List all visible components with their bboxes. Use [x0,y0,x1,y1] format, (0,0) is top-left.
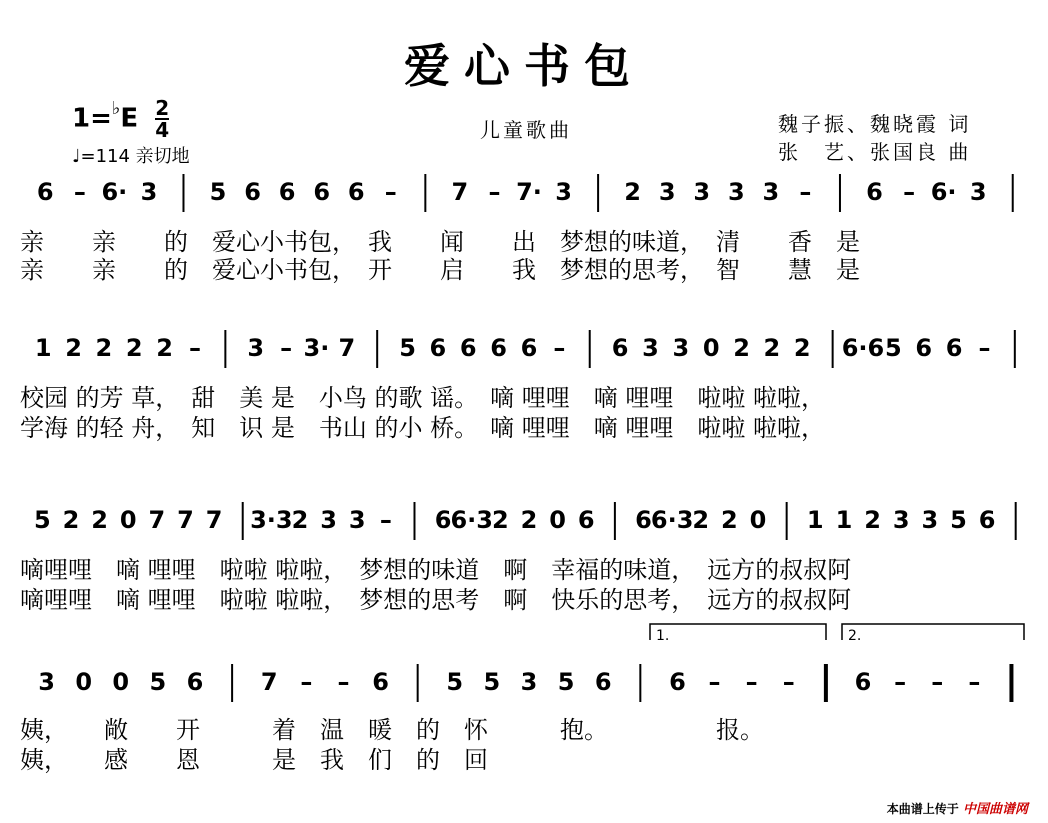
score-note: 6 [490,334,507,362]
upload-credit-text: 本曲谱上传于 [886,802,959,816]
volta-label: 1. [656,628,670,644]
score-note: 7 [177,506,194,534]
score-note: 6 [36,178,54,206]
score-note: 2 [125,334,143,362]
lyric-line-4-verse-1: 姨， 敞 开 着 温 暖 的 怀 抱。 报。 [20,716,764,744]
score-note: 5 [209,178,227,206]
score-note: 0 [112,668,130,696]
score-note: 7 [148,506,166,534]
score-note: – [894,668,907,696]
score-note: 0 [549,506,566,534]
score-note: 6 [915,334,933,362]
score-note: 6 [313,178,331,206]
score-note: 2 [692,506,710,534]
lyric-line-3-verse-2: 嘀哩哩 嘀 哩哩 啦啦 啦啦， 梦想的思考 啊 快乐的思考， 远方的叔叔阿 [20,586,852,614]
score-note: 3 [762,178,780,206]
lyric-line-4-verse-2: 姨， 感 恩 是 我 们 的 回 [20,746,488,774]
score-note: 2 [65,334,82,362]
key-prefix: 1= [72,103,112,134]
score-note: 3 [727,178,745,206]
score-note: 6· [101,178,128,206]
score-note: – [799,178,812,206]
score-note: 2 [733,334,750,362]
score-note: – [189,334,201,362]
score-note: 6· [930,178,957,206]
score-note: – [337,668,350,696]
score-note: 6·3 [650,506,694,534]
score-note: 6 [278,178,296,206]
score-note: 6 [186,668,204,696]
upload-credit [887,798,1028,817]
score-note: 2 [62,506,80,534]
score-note: – [931,668,944,696]
score-note: 6 [434,506,452,534]
score-note: – [280,334,293,362]
volta-bracket [842,624,1024,640]
score-note: 7· [516,178,542,206]
score-note: – [968,668,981,696]
score-note: 5 [885,334,902,362]
score-note: – [708,668,721,696]
score-note: 6·3 [450,506,494,534]
score-note: 6 [429,334,447,362]
score-note: – [384,178,397,206]
score-note: – [553,334,566,362]
score-note: 6 [854,668,872,696]
key-letter: E [120,103,139,134]
score-note: – [300,668,313,696]
score-note: 2 [291,506,309,534]
score-note: 6 [594,668,612,696]
score-note: 6 [635,506,652,534]
score-note: 5 [557,668,575,696]
composer-credit: 张 艺、张国良 曲 [778,140,972,164]
song-title: 爱心书包 [404,39,644,93]
score-note: – [379,506,392,534]
score-note: – [73,178,86,206]
score-note: 6 [945,334,963,362]
lyric-line-2-verse-1: 校园 的芳 草， 甜 美 是 小鸟 的歌 谣。 嘀 哩哩 嘀 哩哩 啦啦 啦啦， [20,384,826,412]
score-note: 2 [624,178,642,206]
score-note: – [488,178,501,206]
score-note: 6 [347,178,365,206]
score-note: 5 [33,506,51,534]
genre-label: 儿童歌曲 [480,118,572,142]
score-note: 6 [520,334,538,362]
score-note: 6 [577,506,595,534]
volta-label: 2. [848,628,862,644]
score-note: 3 [969,178,987,206]
lyric-line-1-verse-1: 亲 亲 的 爱心小书包， 我 闻 出 梦想的味道， 清 香 是 [20,228,860,256]
score-note: 2 [793,334,811,362]
site-logo: 中国曲谱网 [962,802,1028,817]
score-note: 2 [156,334,173,362]
score-note: 7 [451,178,469,206]
score-note: 2 [763,334,781,362]
score-note: 5 [446,668,464,696]
score-note: 3 [658,178,676,206]
score-note: 5 [483,668,501,696]
time-signature-top: 2 [155,96,170,120]
volta-bracket [650,624,826,640]
score-note: – [978,334,991,362]
score-note: 3 [247,334,265,362]
score-note: 0 [119,506,137,534]
flat-symbol: ♭ [111,98,121,119]
score-note: 6 [866,178,883,206]
score-note: 6 [611,334,629,362]
lyric-line-1-verse-2: 亲 亲 的 爱心小书包， 开 启 我 梦想的思考， 智 慧 是 [20,256,860,284]
score-note: 2 [520,506,538,534]
score-note: 0 [75,668,93,696]
score-note: 2 [864,506,881,534]
score-note: 3 [642,334,659,362]
score-note: 1 [34,334,52,362]
score-note: 0 [702,334,720,362]
score-note: 5 [399,334,416,362]
score-note: 6 [372,668,389,696]
score-note: 3·3 [250,506,293,534]
score-note: 3 [320,506,337,534]
score-note: 3 [892,506,910,534]
score-note: 2 [721,506,738,534]
score-note: 3 [520,668,538,696]
score-note: 7 [260,668,278,696]
score-note: 3 [348,506,366,534]
time-signature-bottom: 4 [155,118,170,142]
score-note: – [745,668,758,696]
score-note: 6 [978,506,996,534]
lyricist-credit: 魏子振、魏晓霞 词 [778,112,972,136]
score-note: 7 [205,506,223,534]
score-note: 5 [950,506,967,534]
score-note: 3 [140,178,158,206]
score-note: 3 [693,178,711,206]
score-note: 3 [921,506,939,534]
score-note: 0 [749,506,767,534]
score-note: 5 [149,668,167,696]
lyric-line-2-verse-2: 学海 的轻 舟， 知 识 是 书山 的小 桥。 嘀 哩哩 嘀 哩哩 啦啦 啦啦， [20,414,826,442]
score-note: – [903,178,916,206]
score-note: 3· [303,334,330,362]
score-note: 2 [95,334,113,362]
score-note: 6 [669,668,686,696]
tempo-marking: ♩=114 亲切地 [72,146,190,167]
score-note: 6·6 [841,334,885,362]
score-note: 3 [555,178,572,206]
score-note: 2 [492,506,509,534]
score-note: – [782,668,795,696]
score-note: 1 [806,506,824,534]
score-note: 3 [672,334,690,362]
score-note: 7 [338,334,356,362]
score-note: 6 [459,334,477,362]
lyric-line-3-verse-1: 嘀哩哩 嘀 哩哩 啦啦 啦啦， 梦想的味道 啊 幸福的味道， 远方的叔叔阿 [20,556,852,584]
score-note: 1 [835,506,853,534]
score-note: 6 [244,178,261,206]
score-note: 2 [91,506,108,534]
score-note: 3 [38,668,55,696]
